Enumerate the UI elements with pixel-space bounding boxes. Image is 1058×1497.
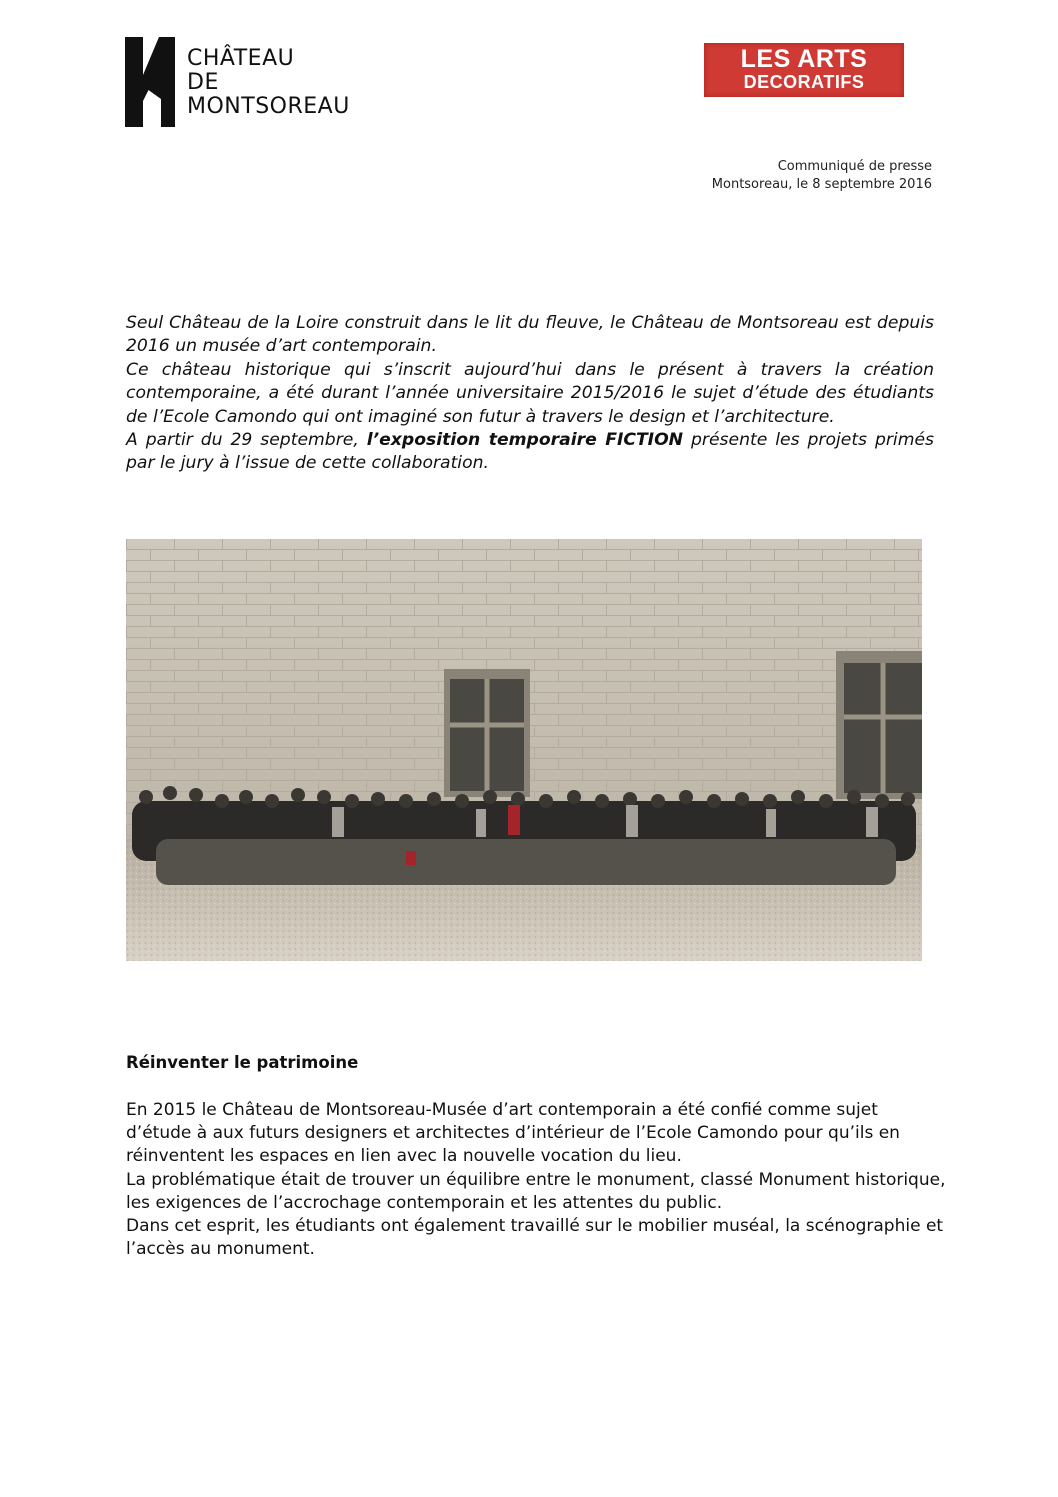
arts-logo-line2: DECORATIFS xyxy=(743,72,865,92)
chateau-logo-text xyxy=(187,47,350,119)
press-release-label: Communiqué de presse xyxy=(777,159,932,174)
logo-line-montsoreau: MONTSOREAU xyxy=(187,94,350,119)
section-paragraph-2: La problématique était de trouver un équilibre entre le monument, classé Monument historique, les exigences de l’accrochage contemporain et les attentes du public. xyxy=(126,1169,946,1213)
intro-paragraph-3 xyxy=(126,429,934,476)
logo-line-chateau: CHÂTEAU xyxy=(187,46,295,71)
chateau-de-montsoreau-logo xyxy=(125,37,385,129)
arts-logo-line1: LES ARTS xyxy=(740,45,868,73)
press-release-date: Montsoreau, le 8 septembre 2016 xyxy=(711,177,932,192)
section-paragraph-3: Dans cet esprit, les étudiants ont également travaillé sur le mobilier muséal, la scénographie et l’accès au monument. xyxy=(126,1216,944,1260)
les-arts-decoratifs-logo xyxy=(704,43,904,97)
group-photo xyxy=(126,539,922,961)
intro-p3-end: présente les projets primés par le jury à l’issue de cette collaboration. xyxy=(126,430,934,474)
chateau-logo-mark-icon xyxy=(125,37,175,127)
intro-paragraph-1: Seul Château de la Loire construit dans le lit du fleuve, le Château de Montsoreau est depuis 2016 un musée d’art contemporain. xyxy=(126,313,934,357)
section-paragraph-1: En 2015 le Château de Montsoreau-Musée d’art contemporain a été confié comme sujet d’étude à aux futurs designers et architectes d’intérieur de l’Ecole Camondo pour qu’ils en réinventent les espaces en lien avec la nouvelle vocation du lieu. xyxy=(126,1100,900,1167)
exhibition-name-highlight: l’exposition temporaire FICTION xyxy=(366,430,684,451)
intro-paragraph-2: Ce château historique qui s’inscrit aujourd’hui dans le présent à travers la création contemporaine, a été durant l’année universitaire 2015/2016 le sujet d’étude des étudiants de l’Ecole Camondo qui ont imaginé son futur à travers le design et l’architecture. xyxy=(126,359,934,427)
logo-line-de: DE xyxy=(187,70,219,95)
intro-text xyxy=(126,312,934,476)
section-title: Réinventer le patrimoine xyxy=(126,1053,359,1072)
section-body xyxy=(126,1099,946,1261)
press-release-header xyxy=(712,158,932,194)
intro-p3-start: A partir du 29 septembre, xyxy=(126,430,367,451)
